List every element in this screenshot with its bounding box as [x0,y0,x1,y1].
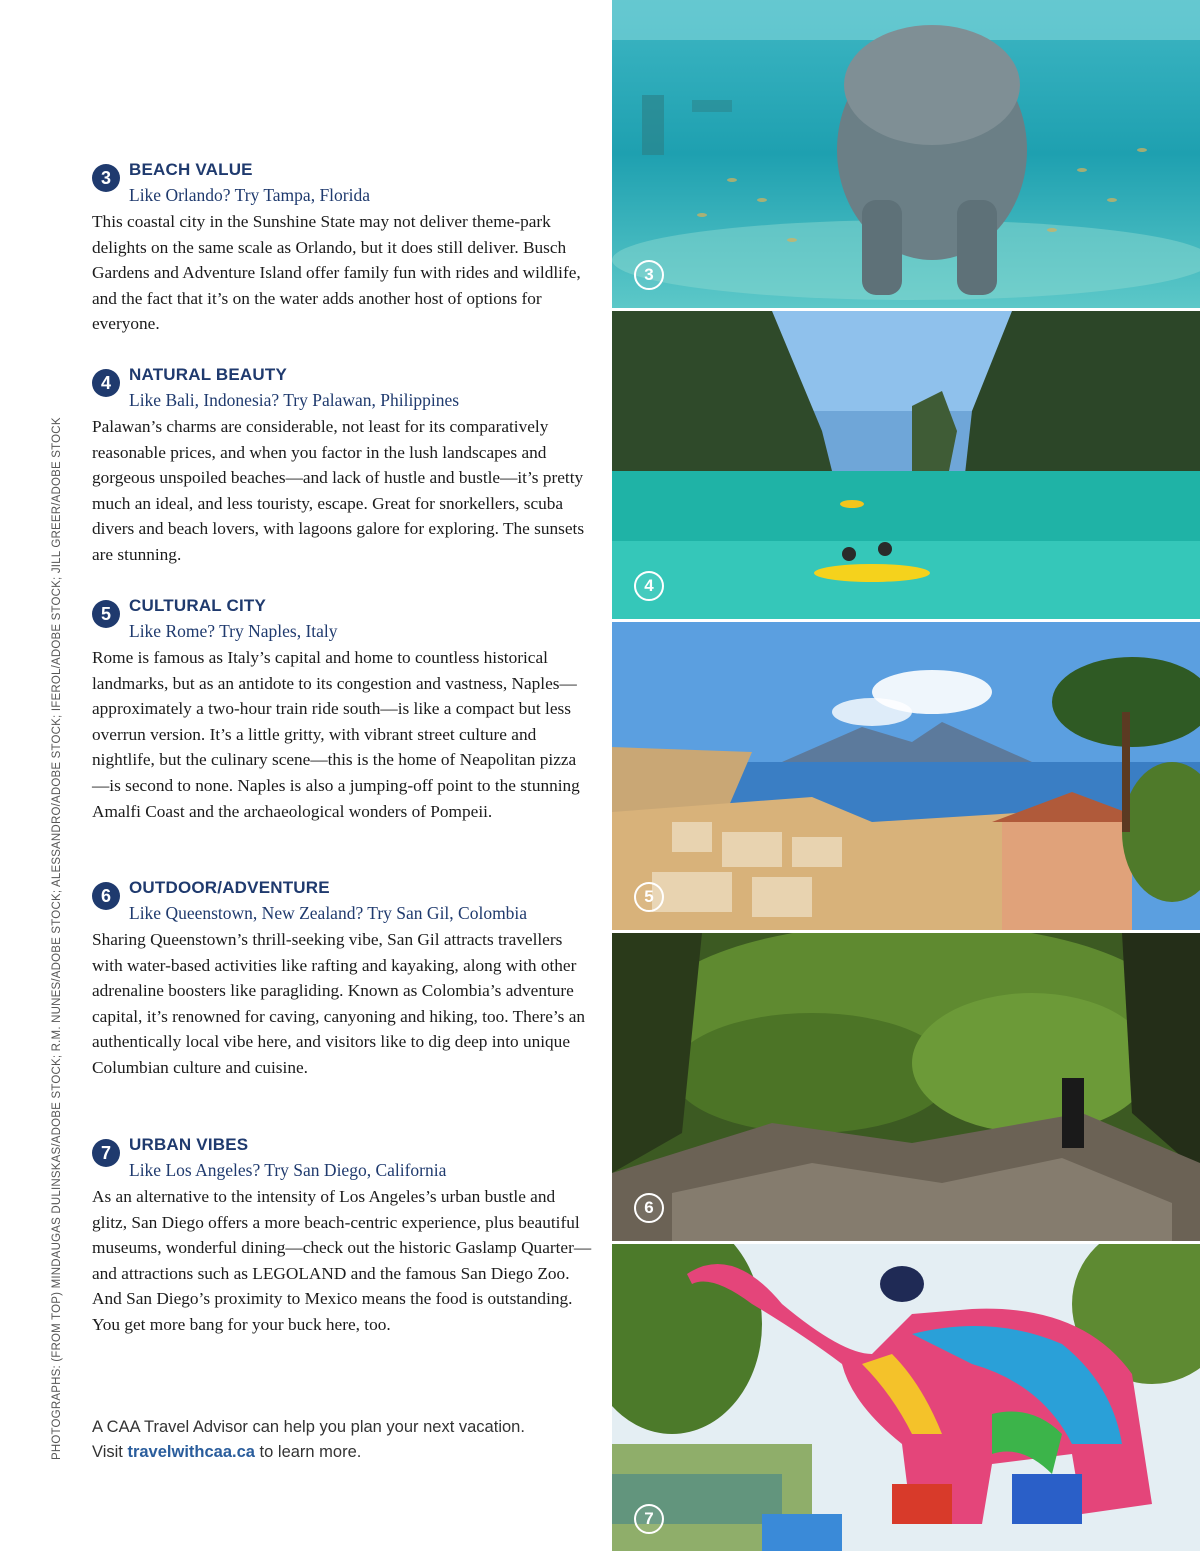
photo-number-badge: 3 [634,260,664,290]
callout-visit-line [92,1440,592,1465]
section-number-badge: 4 [92,369,120,397]
section-subheading: Like Queenstown, New Zealand? Try San Gil, Colombia [129,903,528,923]
travel-advisor-callout [92,1415,592,1465]
section-subheading: Like Bali, Indonesia? Try Palawan, Philippines [129,390,460,410]
photo-lagoon-kayak [612,311,1200,619]
section-heading: NATURAL BEAUTY [129,365,287,384]
photo-number-badge: 7 [634,1504,664,1534]
section-urban-vibes [92,1133,592,1338]
travelwithcaa-link[interactable]: travelwithcaa.ca [127,1443,255,1461]
section-beach-value [92,158,592,337]
section-number-badge: 7 [92,1139,120,1167]
section-heading: BEACH VALUE [129,160,253,179]
section-body: As an alternative to the intensity of Los Angeles’s urban bustle and glitz, San Diego offers a more beach-centric experience, plus beautiful museums, wonderful dining—check out the historic Gaslamp Quarter—and attractions such as LEGOLAND and the famous San Diego Zoo. And San Diego’s proximity to Mexico means the food is outstanding. You get more bang for your buck here, too. [92,1187,592,1334]
section-natural-beauty [92,363,592,568]
section-heading: OUTDOOR/ADVENTURE [129,878,330,897]
section-heading: URBAN VIBES [129,1135,249,1154]
section-body: Palawan’s charms are considerable, not least for its comparatively reasonable prices, and when you factor in the lush landscapes and gorgeous unspoiled beaches—and lack of hustle and bustle—it’s pretty much an ideal, and less touristy, escape. Great for snorkellers, scuba divers and beach lovers, with lagoons galore for exploring. The sunsets are stunning. [92,417,585,564]
photo-lego-elephant [612,1244,1200,1552]
visit-suffix: to learn more. [254,1443,362,1461]
photo-number-badge: 6 [634,1193,664,1223]
section-subheading: Like Rome? Try Naples, Italy [129,621,338,641]
section-number-badge: 3 [92,164,120,192]
photo-number-badge: 4 [634,571,664,601]
photo-number-badge: 5 [634,882,664,912]
section-body: Sharing Queenstown’s thrill-seeking vibe, San Gil attracts travellers with water-based activities like rafting and kayaking, along with other adrenaline boosters like paragliding. Known as Colombia’s adventure capital, it’s renowned for caving, canyoning and hiking, too. There’s an authentically local vibe here, and visitors like to dig deep into unique Columbian culture and cuisine. [92,930,586,1077]
section-number-badge: 5 [92,600,120,628]
section-subheading: Like Orlando? Try Tampa, Florida [129,185,370,205]
callout-text: A CAA Travel Advisor can help you plan your next vacation. [92,1418,525,1436]
section-heading: CULTURAL CITY [129,596,267,615]
photo-credit: PHOTOGRAPHS: (FROM TOP) MINDAUGAS DULINSKAS/ADOBE STOCK; R.M. NUNES/ADOBE STOCK; ALESSANDRO/ADOBE STOCK; IFEROL/ADOBE STOCK; JILL GREER/ADOBE STOCK [51,417,63,1460]
section-cultural-city [92,594,592,824]
section-number-badge: 6 [92,882,120,910]
section-body: This coastal city in the Sunshine State may not deliver theme-park delights on the same scale as Orlando, but it does still deliver. Busch Gardens and Adventure Island offer family fun with rides and wildlife, and the fact that it’s on the water adds another host of options for everyone. [92,212,581,334]
section-body: Rome is famous as Italy’s capital and home to countless historical landmarks, but as an antidote to its congestion and vastness, Naples—approximately a two-hour train ride south—is like a compact but less overrun version. It’s a little gritty, with vibrant street culture and nightlife, but the culinary scene—this is the home of Neapolitan pizza—is second to none. Naples is also a jumping-off point to the stunning Amalfi Coast and the archaeological wonders of Pompeii. [92,648,580,821]
section-outdoor-adventure [92,876,592,1081]
photo-hippo-underwater [612,0,1200,308]
section-subheading: Like Los Angeles? Try San Diego, California [129,1160,447,1180]
photo-jungle-cave [612,933,1200,1241]
visit-prefix: Visit [92,1443,128,1461]
photo-naples-bay [612,622,1200,930]
